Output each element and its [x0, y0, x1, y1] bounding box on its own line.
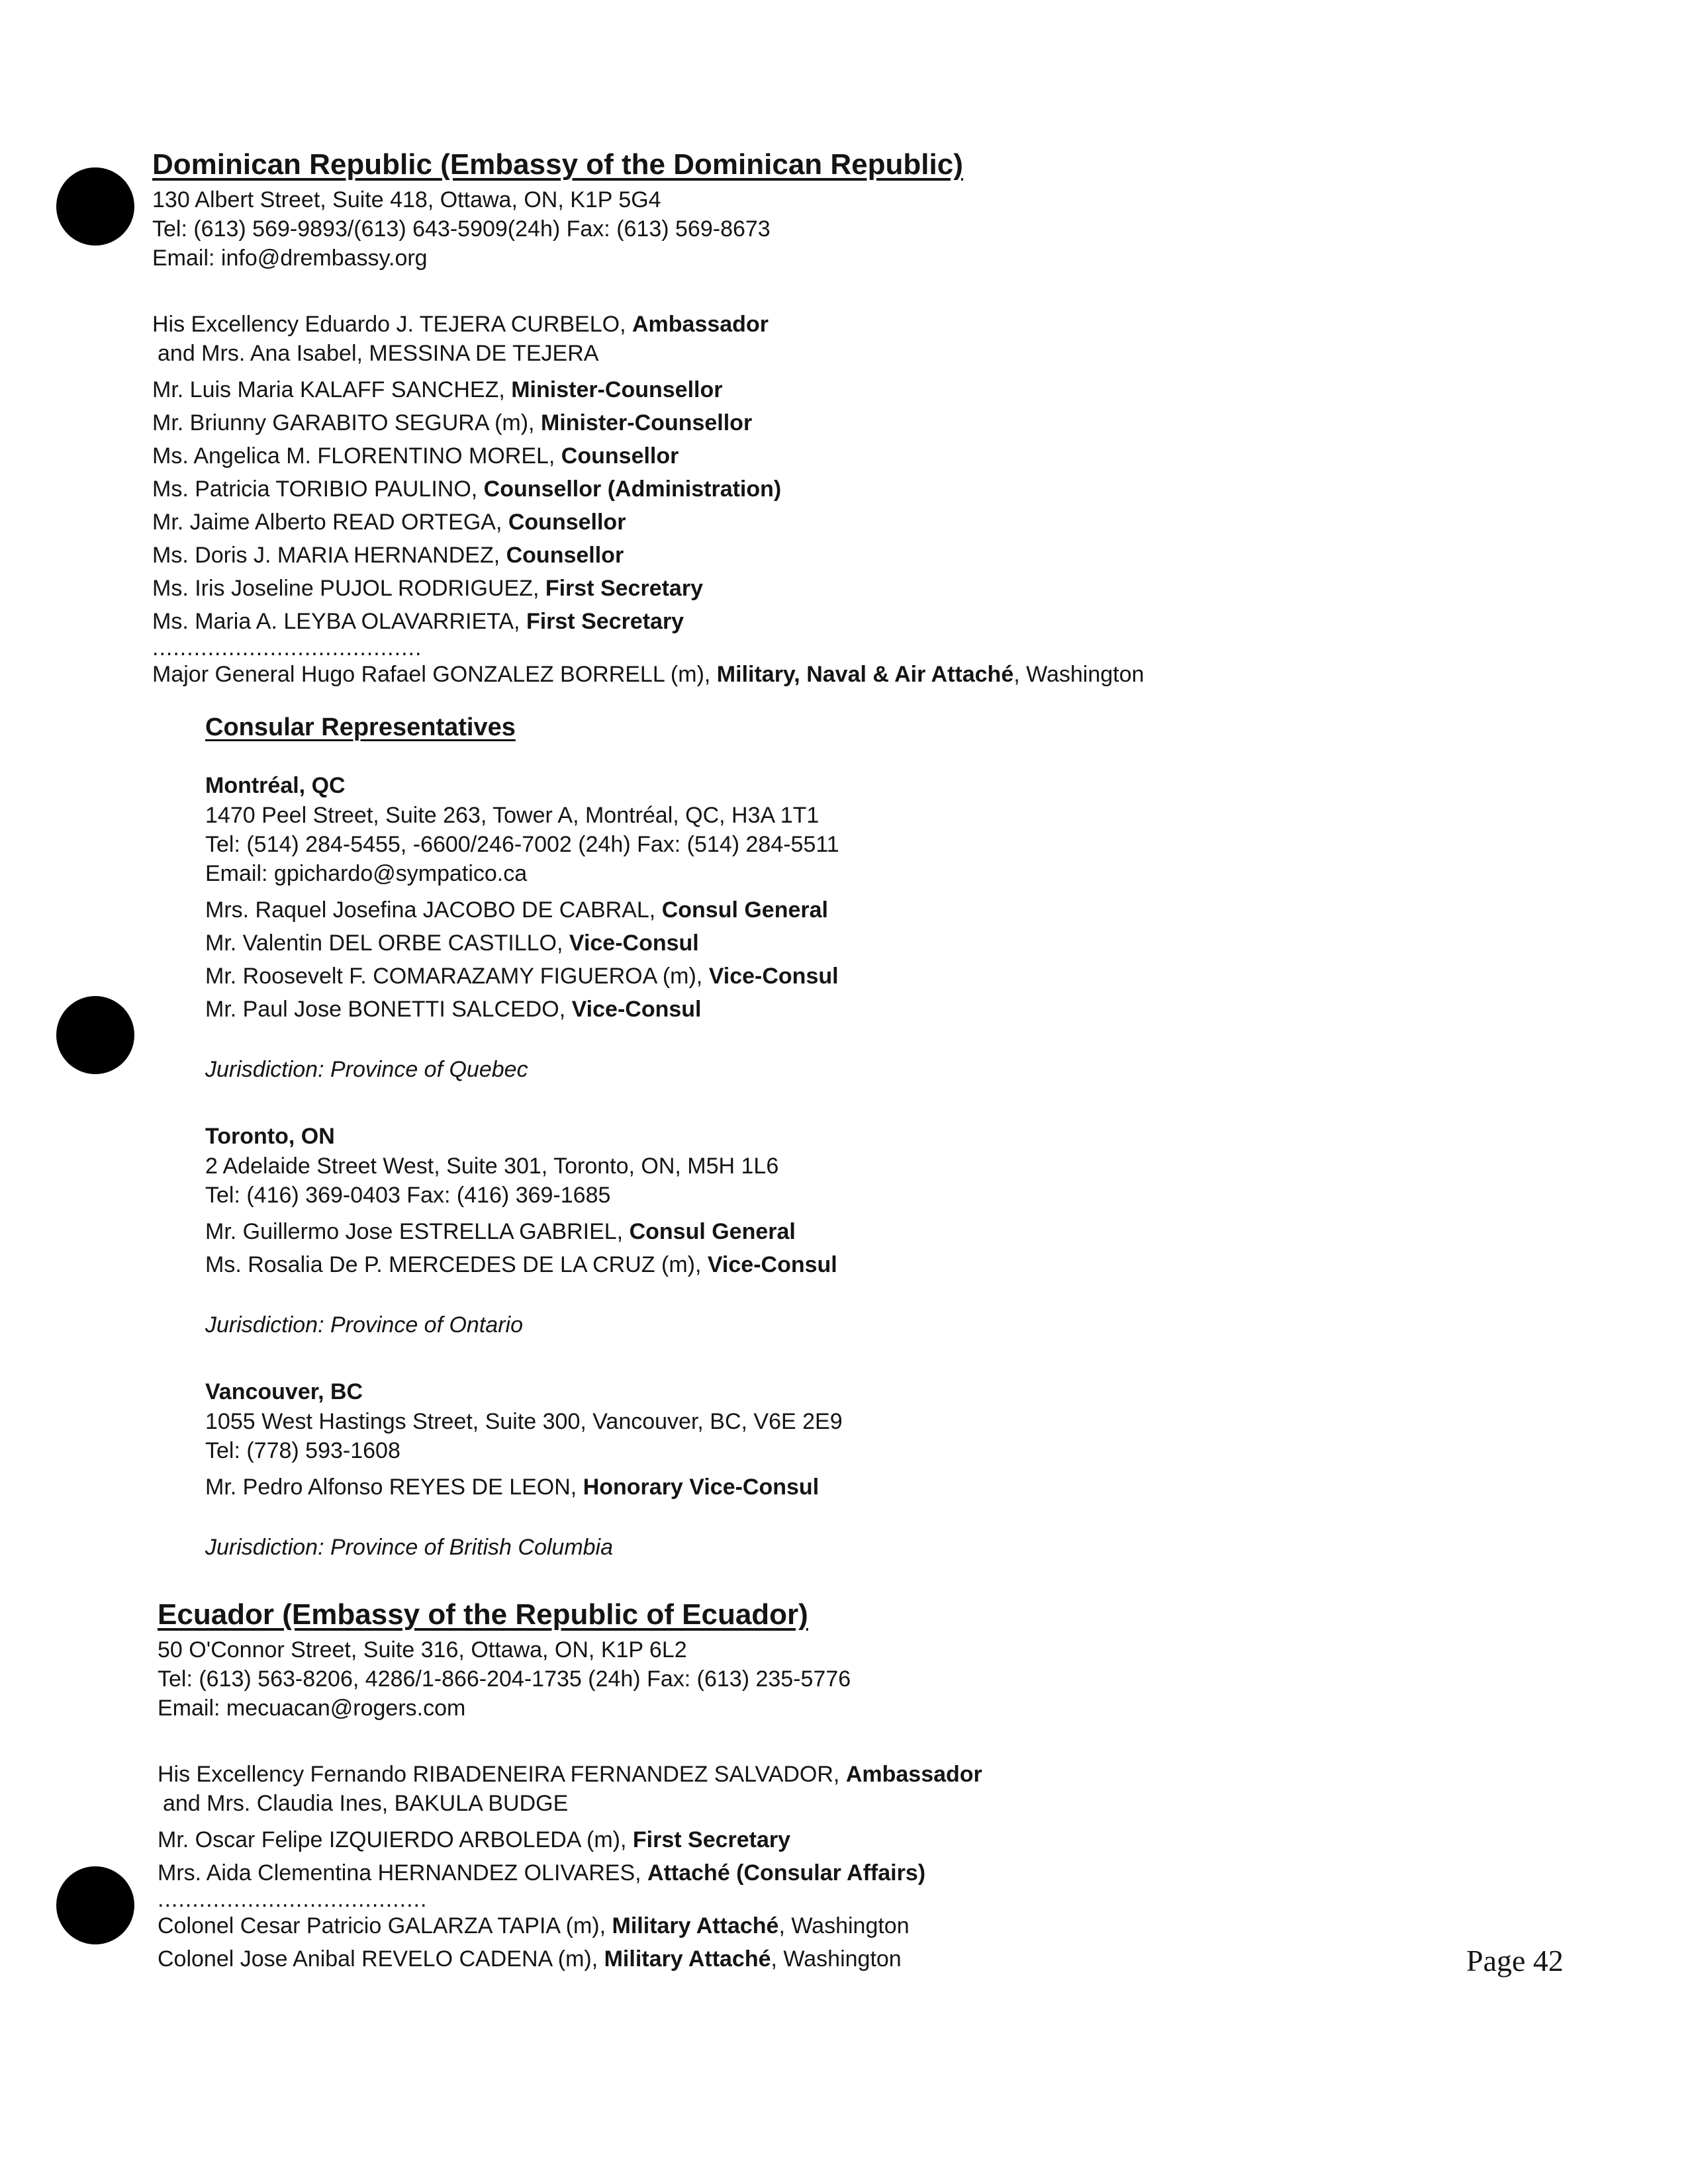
staff-entry: Ms. Maria A. LEYBA OLAVARRIETA, First Secretary [152, 609, 684, 634]
jurisdiction: Jurisdiction: Province of British Columbia [205, 1535, 614, 1560]
city-name: Vancouver, BC [205, 1379, 363, 1404]
phone-fax: Tel: (514) 284-5455, -6600/246-7002 (24h) Fax: (514) 284-5511 [205, 832, 839, 857]
staff-entry: Mr. Guillermo Jose ESTRELLA GABRIEL, Consul General [205, 1219, 796, 1244]
ambassador [152, 310, 1542, 339]
person-name: His Excellency Eduardo J. TEJERA CURBELO, [152, 312, 632, 337]
dotted-separator: ....................................... [152, 635, 422, 660]
email: Email: mecuacan@rogers.com [158, 1696, 466, 1721]
dominican-section [152, 147, 1542, 1562]
punch-hole-middle [56, 996, 134, 1074]
section-heading: Ecuador (Embassy of the Republic of Ecuador) [158, 1598, 808, 1631]
email: Email: gpichardo@sympatico.ca [205, 861, 528, 886]
page-number: Page 42 [1466, 1944, 1564, 1978]
phone-fax: Tel: (613) 563-8206, 4286/1-866-204-1735 (24h) Fax: (613) 235-5776 [158, 1666, 851, 1692]
punch-hole-bottom [56, 1866, 134, 1944]
staff-entry: Mr. Valentin DEL ORBE CASTILLO, Vice-Consul [205, 931, 699, 956]
consulate-vancouver [205, 1377, 1542, 1562]
email: Email: info@drembassy.org [152, 246, 428, 271]
staff-entry: Mrs. Raquel Josefina JACOBO DE CABRAL, Consul General [205, 897, 828, 923]
person-title: Ambassador [632, 312, 769, 337]
staff-entry: Mr. Jaime Alberto READ ORTEGA, Counsellor [152, 510, 626, 535]
address: 130 Albert Street, Suite 418, Ottawa, ON, K1P 5G4 [152, 187, 661, 212]
staff-entry: Ms. Doris J. MARIA HERNANDEZ, Counsellor [152, 543, 624, 568]
phone-fax: Tel: (613) 569-9893/(613) 643-5909(24h) Fax: (613) 569-8673 [152, 216, 771, 242]
consulate-toronto [205, 1121, 1542, 1340]
staff-entry: Mr. Oscar Felipe IZQUIERDO ARBOLEDA (m), First Secretary [158, 1827, 791, 1852]
phone-fax: Tel: (778) 593-1608 [205, 1438, 400, 1463]
person-title: Ambassador [845, 1762, 982, 1787]
address: 1055 West Hastings Street, Suite 300, Vancouver, BC, V6E 2E9 [205, 1409, 843, 1434]
ecuador-section [158, 1597, 1548, 1976]
staff-entry: Ms. Patricia TORIBIO PAULINO, Counsellor (Administration) [152, 477, 782, 502]
staff-entry: Mrs. Aida Clementina HERNANDEZ OLIVARES, Attaché (Consular Affairs) [158, 1860, 926, 1886]
address: 2 Adelaide Street West, Suite 301, Toronto, ON, M5H 1L6 [205, 1154, 779, 1179]
city-name: Montréal, QC [205, 773, 346, 798]
phone-fax: Tel: (416) 369-0403 Fax: (416) 369-1685 [205, 1183, 611, 1208]
staff-entry: Mr. Paul Jose BONETTI SALCEDO, Vice-Consul [205, 997, 702, 1022]
staff-entry: Mr. Briunny GARABITO SEGURA (m), Minister-Counsellor [152, 410, 753, 435]
address: 1470 Peel Street, Suite 263, Tower A, Montréal, QC, H3A 1T1 [205, 803, 820, 828]
consular-representatives [152, 711, 1542, 1562]
military-attache: Colonel Jose Anibal REVELO CADENA (m), Military Attaché, Washington [158, 1946, 902, 1972]
punch-hole-top [56, 167, 134, 246]
consular-heading: Consular Representatives [205, 713, 516, 741]
military-attache: Major General Hugo Rafael GONZALEZ BORRELL (m), Military, Naval & Air Attaché, Washington [152, 662, 1145, 687]
ambassador-spouse: and Mrs. Ana Isabel, MESSINA DE TEJERA [158, 341, 599, 366]
jurisdiction: Jurisdiction: Province of Quebec [205, 1057, 528, 1082]
jurisdiction: Jurisdiction: Province of Ontario [205, 1312, 523, 1338]
address: 50 O'Connor Street, Suite 316, Ottawa, ON, K1P 6L2 [158, 1637, 687, 1662]
consulate-montreal [205, 770, 1542, 1084]
ambassador-spouse: and Mrs. Claudia Ines, BAKULA BUDGE [163, 1791, 569, 1816]
person-name: His Excellency Fernando RIBADENEIRA FERNANDEZ SALVADOR, [158, 1762, 846, 1787]
staff-entry: Mr. Luis Maria KALAFF SANCHEZ, Minister-Counsellor [152, 377, 723, 402]
ambassador [158, 1760, 1548, 1789]
section-heading: Dominican Republic (Embassy of the Dominican Republic) [152, 148, 963, 181]
military-attache: Colonel Cesar Patricio GALARZA TAPIA (m), Military Attaché, Washington [158, 1913, 910, 1938]
staff-entry: Ms. Iris Joseline PUJOL RODRIGUEZ, First Secretary [152, 576, 703, 601]
city-name: Toronto, ON [205, 1124, 335, 1149]
staff-entry: Ms. Rosalia De P. MERCEDES DE LA CRUZ (m), Vice-Consul [205, 1252, 837, 1277]
dotted-separator: ....................................... [158, 1887, 428, 1912]
staff-entry: Ms. Angelica M. FLORENTINO MOREL, Counsellor [152, 443, 679, 469]
staff-entry: Mr. Roosevelt F. COMARAZAMY FIGUEROA (m), Vice-Consul [205, 964, 839, 989]
staff-entry: Mr. Pedro Alfonso REYES DE LEON, Honorary Vice-Consul [205, 1475, 820, 1500]
